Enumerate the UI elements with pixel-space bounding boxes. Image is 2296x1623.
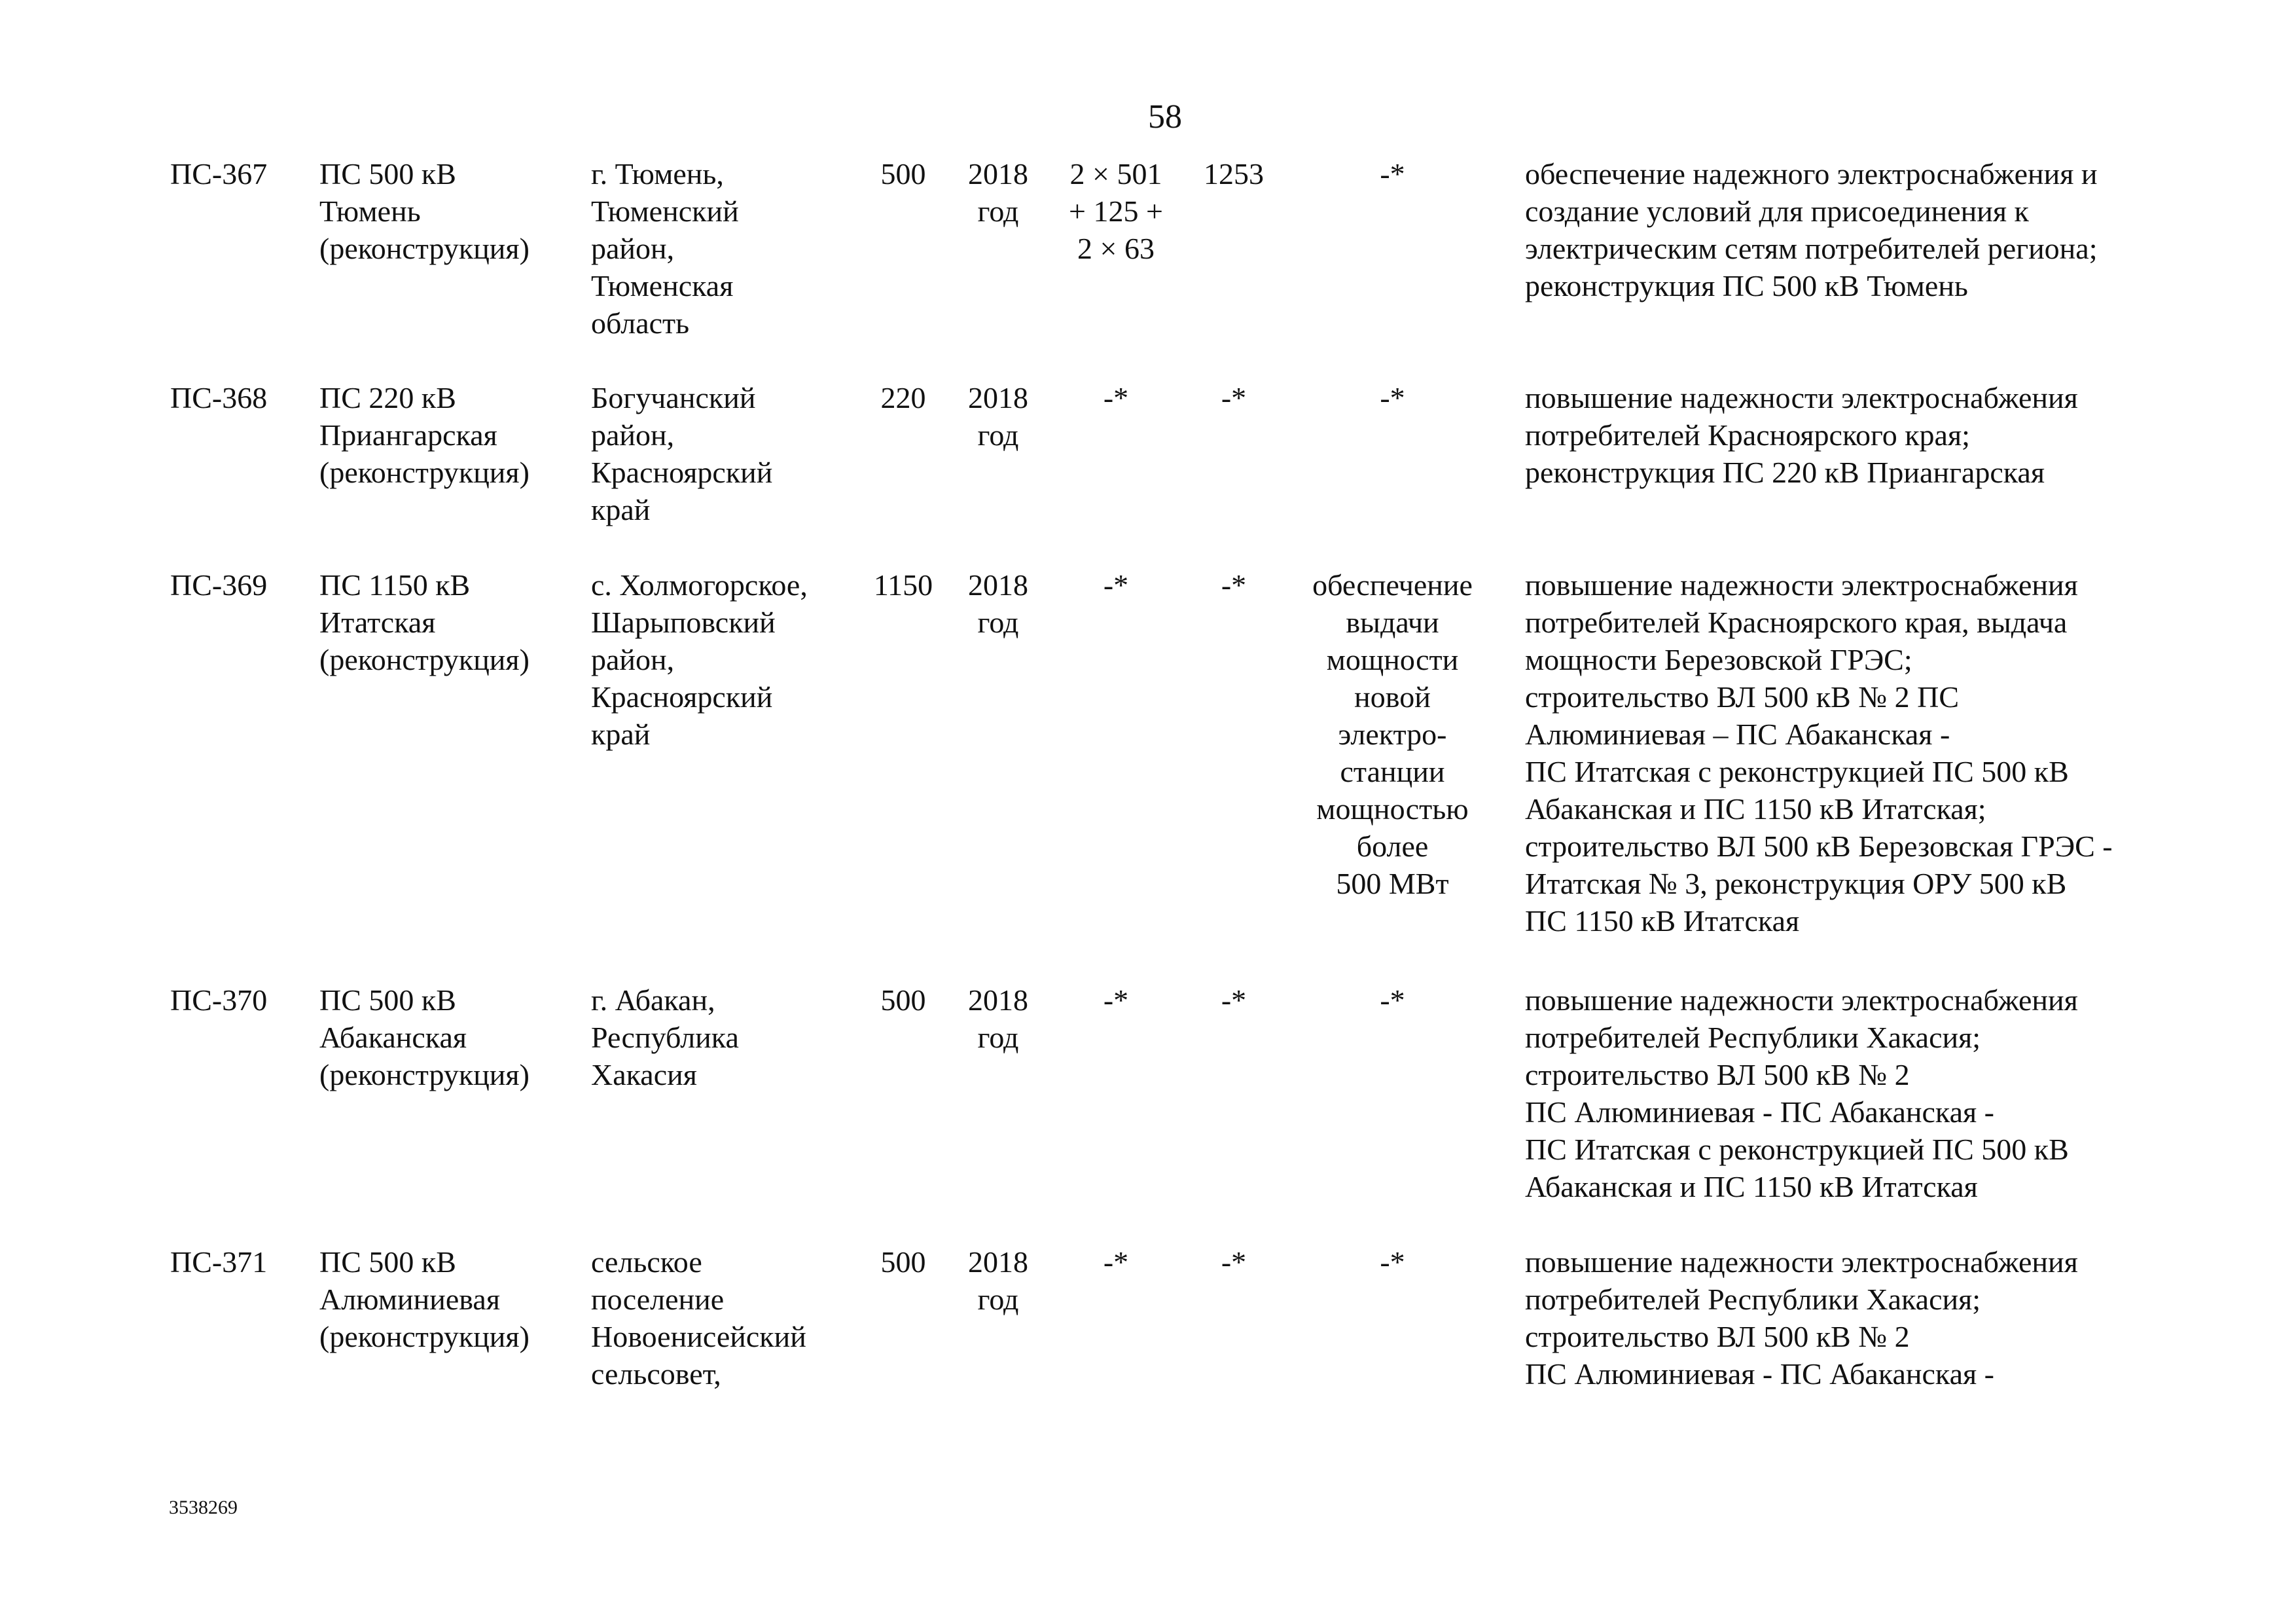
object-name: ПС 220 кВ Приангарская (реконструкция) (319, 381, 529, 489)
object-notes: обеспечение надежного электроснабжения и создание условий для присоединения к электрическим сетям потребителей региона; реконструкция ПС 500 кВ Тюмень (1525, 157, 2098, 302)
object-length: -* (1221, 381, 1247, 414)
object-power: 2 × 501 + 125 + 2 × 63 (1069, 157, 1163, 265)
object-voltage: 500 (880, 983, 926, 1017)
object-purpose: -* (1380, 381, 1405, 414)
object-voltage: 500 (880, 157, 926, 191)
object-notes: повышение надежности электроснабжения потребителей Республики Хакасия; строительство ВЛ 500 кВ № 2 ПС Алюминиевая - ПС Абаканская - (1525, 1245, 2078, 1391)
object-location: сельское поселение Новоенисейский сельсовет, (591, 1245, 806, 1391)
object-year: 2018 год (968, 983, 1028, 1054)
object-year: 2018 год (968, 568, 1028, 639)
object-voltage: 220 (880, 381, 926, 414)
object-length: -* (1221, 983, 1247, 1017)
object-year: 2018 год (968, 381, 1028, 452)
object-length: 1253 (1204, 157, 1264, 191)
object-code: ПС-371 (170, 1245, 268, 1279)
object-location: г. Абакан, Республика Хакасия (591, 983, 739, 1091)
object-power: -* (1103, 568, 1129, 602)
object-notes: повышение надежности электроснабжения потребителей Красноярского края; реконструкция ПС 220 кВ Приангарская (1525, 381, 2078, 489)
object-notes: повышение надежности электроснабжения потребителей Красноярского края, выдача мощности Березовской ГРЭС; строительство ВЛ 500 кВ № 2 ПС Алюминиевая – ПС Абаканская - ПС Итатская с реконструкцией ПС 500 кВ Абаканская и ПС 1150 кВ Итатская; строительство ВЛ 500 кВ Березовская ГРЭС - Итатская № 3, реконструкция ОРУ 500 кВ ПС 1150 кВ Итатская (1525, 568, 2113, 938)
object-year: 2018 год (968, 157, 1028, 228)
object-year: 2018 год (968, 1245, 1028, 1316)
object-name: ПС 500 кВ Алюминиевая (реконструкция) (319, 1245, 529, 1353)
object-name: ПС 500 кВ Абаканская (реконструкция) (319, 983, 529, 1091)
object-length: -* (1221, 1245, 1247, 1279)
object-code: ПС-368 (170, 381, 268, 414)
object-location: с. Холмогорское, Шарыповский район, Красноярский край (591, 568, 808, 751)
object-purpose: обеспечение выдачи мощности новой электро- станции мощностью более 500 МВт (1312, 568, 1473, 900)
object-code: ПС-369 (170, 568, 268, 602)
object-purpose: -* (1380, 157, 1405, 191)
object-voltage: 1150 (873, 568, 933, 602)
object-code: ПС-367 (170, 157, 268, 191)
object-notes: повышение надежности электроснабжения потребителей Республики Хакасия; строительство ВЛ 500 кВ № 2 ПС Алюминиевая - ПС Абаканская - ПС Итатская с реконструкцией ПС 500 кВ Абаканская и ПС 1150 кВ Итатская (1525, 983, 2078, 1203)
object-power: -* (1103, 381, 1129, 414)
document-id: 3538269 (169, 1497, 238, 1518)
object-code: ПС-370 (170, 983, 268, 1017)
object-power: -* (1103, 1245, 1129, 1279)
page-number: 58 (1148, 98, 1182, 136)
object-power: -* (1103, 983, 1129, 1017)
object-name: ПС 500 кВ Тюмень (реконструкция) (319, 157, 529, 265)
object-purpose: -* (1380, 983, 1405, 1017)
object-length: -* (1221, 568, 1247, 602)
object-name: ПС 1150 кВ Итатская (реконструкция) (319, 568, 529, 676)
object-voltage: 500 (880, 1245, 926, 1279)
object-location: Богучанский район, Красноярский край (591, 381, 773, 526)
object-location: г. Тюмень, Тюменский район, Тюменская область (591, 157, 739, 340)
object-purpose: -* (1380, 1245, 1405, 1279)
